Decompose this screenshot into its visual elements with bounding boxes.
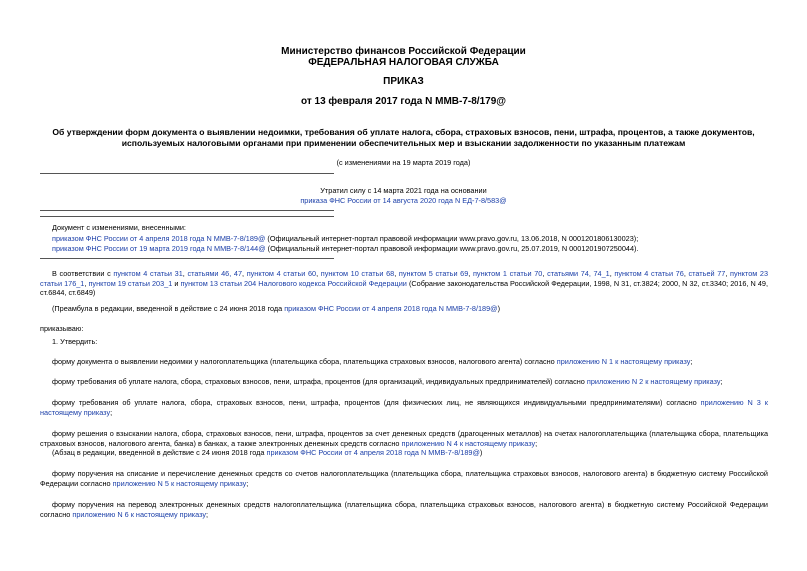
- appendix-link[interactable]: приложению N 2 к настоящему приказу: [586, 377, 721, 386]
- appendix-link[interactable]: приложению N 5 к настоящему приказу: [112, 478, 247, 488]
- form-item-3: форму требования об уплате налога, сбора, страховых взносов, пени, штрафа, процентов (для физических лиц, не являющихся индивидуальными предпринимателями) согласно приложению N 3 к настоящему приказу;: [40, 398, 768, 417]
- appendix-link[interactable]: приложению N 4 к настоящему приказу: [401, 438, 536, 448]
- divider: [40, 173, 334, 174]
- law-link[interactable]: пунктом 4 статьи 76: [614, 269, 684, 278]
- law-link[interactable]: пунктом 5 статьи 69: [398, 269, 469, 278]
- amendments-intro: Документ с изменениями, внесенными:: [52, 223, 186, 232]
- doc-title-line-1: Об утверждении форм документа о выявлении недоимки, требования об уплате налога, сбора, страховых взносов, пени, штрафа, процентов, а также документов,: [52, 127, 755, 137]
- amendment-text: (Официальный интернет-портал правовой информации www.pravo.gov.ru, 13.06.2018, N 0001201806130023);: [265, 234, 639, 243]
- amendment-text: (Официальный интернет-портал правовой информации www.pravo.gov.ru, 25.07.2019, N 0001201907250044).: [265, 244, 639, 253]
- doc-title-line-2: используемых налоговыми органами при применении обеспечительных мер и взыскании задолженности по указанным платежам: [121, 138, 686, 148]
- approve-heading: 1. Утвердить:: [52, 337, 98, 346]
- divider: [40, 210, 334, 211]
- appendix-link[interactable]: приложению N 3 к настоящему приказу: [40, 398, 768, 417]
- form-item-6: форму поручения на перевод электронных денежных средств налогоплательщика (плательщика сбора, плательщика страховых взносов, налогового агента) в бюджетную систему Российской Федерации согласно приложению N 6 к настоящему приказу;: [40, 500, 768, 519]
- form-item-1: форму документа о выявлении недоимки у налогоплательщика (плательщика сбора, плательщика страховых взносов, налогового агента) согласно приложению N 1 к настоящему приказу;: [52, 357, 693, 366]
- form-item-5: форму поручения на списание и перечисление денежных средств со счетов налогоплательщика (плательщика сбора, плательщика страховых взносов, налогового агента) в бюджетную систему Российской Федерации согласно приложению N 5 к настоящему приказу;: [40, 469, 768, 488]
- law-link[interactable]: пунктом 19 статьи 203_1: [88, 278, 173, 288]
- lapsed-link-line: [40, 196, 767, 206]
- preamble-note: (Преамбула в редакции, введенной в действие с 24 июня 2018 года приказом ФНС России от 4 апреля 2018 года N ММВ-7-8/189@): [52, 304, 500, 313]
- doc-type: ПРИКАЗ: [383, 76, 424, 87]
- form-item-4: форму решения о взыскании налога, сбора, страховых взносов, пени, штрафа, процентов за счет денежных средств (драгоценных металлов) на счетах налогоплательщика (плательщика сбора, плательщика страховых взносов, налогового агента, банка) в банках, а также электронных денежных средств согласно приложению N 4 к настоящему приказу;: [40, 429, 768, 448]
- lapsed-order-link[interactable]: приказа ФНС России от 14 августа 2020 года N ЕД-7-8/583@: [300, 196, 507, 205]
- prikazyvayu: приказываю:: [40, 324, 84, 333]
- divider: [40, 216, 334, 217]
- law-link[interactable]: пунктом 13 статьи 204 Налогового кодекса Российской Федерации: [180, 278, 407, 288]
- amendment-item: [52, 234, 638, 244]
- law-link[interactable]: пунктом 23 статьи 176_1: [40, 269, 769, 288]
- law-link[interactable]: статьями 74, 74_1: [547, 269, 610, 278]
- amendment-link[interactable]: приказом ФНС России от 19 марта 2019 года N ММВ-7-8/144@: [52, 244, 266, 253]
- form-item-4-note: (Абзац в редакции, введенной в действие с 24 июня 2018 года приказом ФНС России от 4 апреля 2018 года N ММВ-7-8/189@): [52, 448, 483, 457]
- lapsed-text: Утратил силу с 14 марта 2021 года на основании: [320, 186, 487, 195]
- law-link[interactable]: статьей 77: [688, 269, 726, 278]
- amendment-link[interactable]: приказом ФНС России от 4 апреля 2018 года N ММВ-7-8/189@: [284, 304, 498, 313]
- appendix-link[interactable]: приложению N 6 к настоящему приказу: [72, 509, 207, 519]
- amendment-link[interactable]: приказом ФНС России от 4 апреля 2018 года N ММВ-7-8/189@: [52, 234, 266, 243]
- doc-date: от 13 февраля 2017 года N ММВ-7-8/179@: [301, 96, 506, 107]
- form-item-2: форму требования об уплате налога, сбора, страховых взносов, пени, штрафа, процентов (для организаций, индивидуальных предпринимателей) согласно приложению N 2 к настоящему приказу;: [52, 377, 723, 386]
- ministry-name: Министерство финансов Российской Федерации: [281, 46, 526, 57]
- amendment-item: [52, 244, 639, 254]
- preamble-paragraph: В соответствии с пунктом 4 статьи 31, статьями 46, 47, пунктом 4 статьи 60, пунктом 10 статьи 68, пунктом 5 статьи 69, пунктом 1 статьи 70, статьями 74, 74_1, пунктом 4 статьи 76, статьей 77, пунктом 23 статьи 176_1, пунктом 19 статьи 203_1 и пунктом 13 статьи 204 Налогового кодекса Российской Федерации (Собрание законодательства Российской Федерации, 1998, N 31, ст.3824; 2000, N 32, ст.3340; 2016, N 49, ст.6844, ст.6849): [40, 269, 769, 298]
- appendix-link[interactable]: приложению N 1 к настоящему приказу: [556, 357, 691, 366]
- changes-note: (с изменениями на 19 марта 2019 года): [336, 158, 471, 167]
- service-name: ФЕДЕРАЛЬНАЯ НАЛОГОВАЯ СЛУЖБА: [308, 57, 499, 68]
- law-link[interactable]: пунктом 1 статьи 70: [472, 269, 543, 278]
- amendment-link[interactable]: приказом ФНС России от 4 апреля 2018 года N ММВ-7-8/189@: [266, 448, 480, 457]
- law-link[interactable]: пунктом 4 статьи 31: [113, 269, 183, 278]
- law-link[interactable]: пунктом 10 статьи 68: [320, 269, 395, 278]
- divider: [40, 258, 334, 259]
- law-link[interactable]: пунктом 4 статьи 60: [246, 269, 317, 278]
- law-link[interactable]: статьями 46, 47: [187, 269, 243, 278]
